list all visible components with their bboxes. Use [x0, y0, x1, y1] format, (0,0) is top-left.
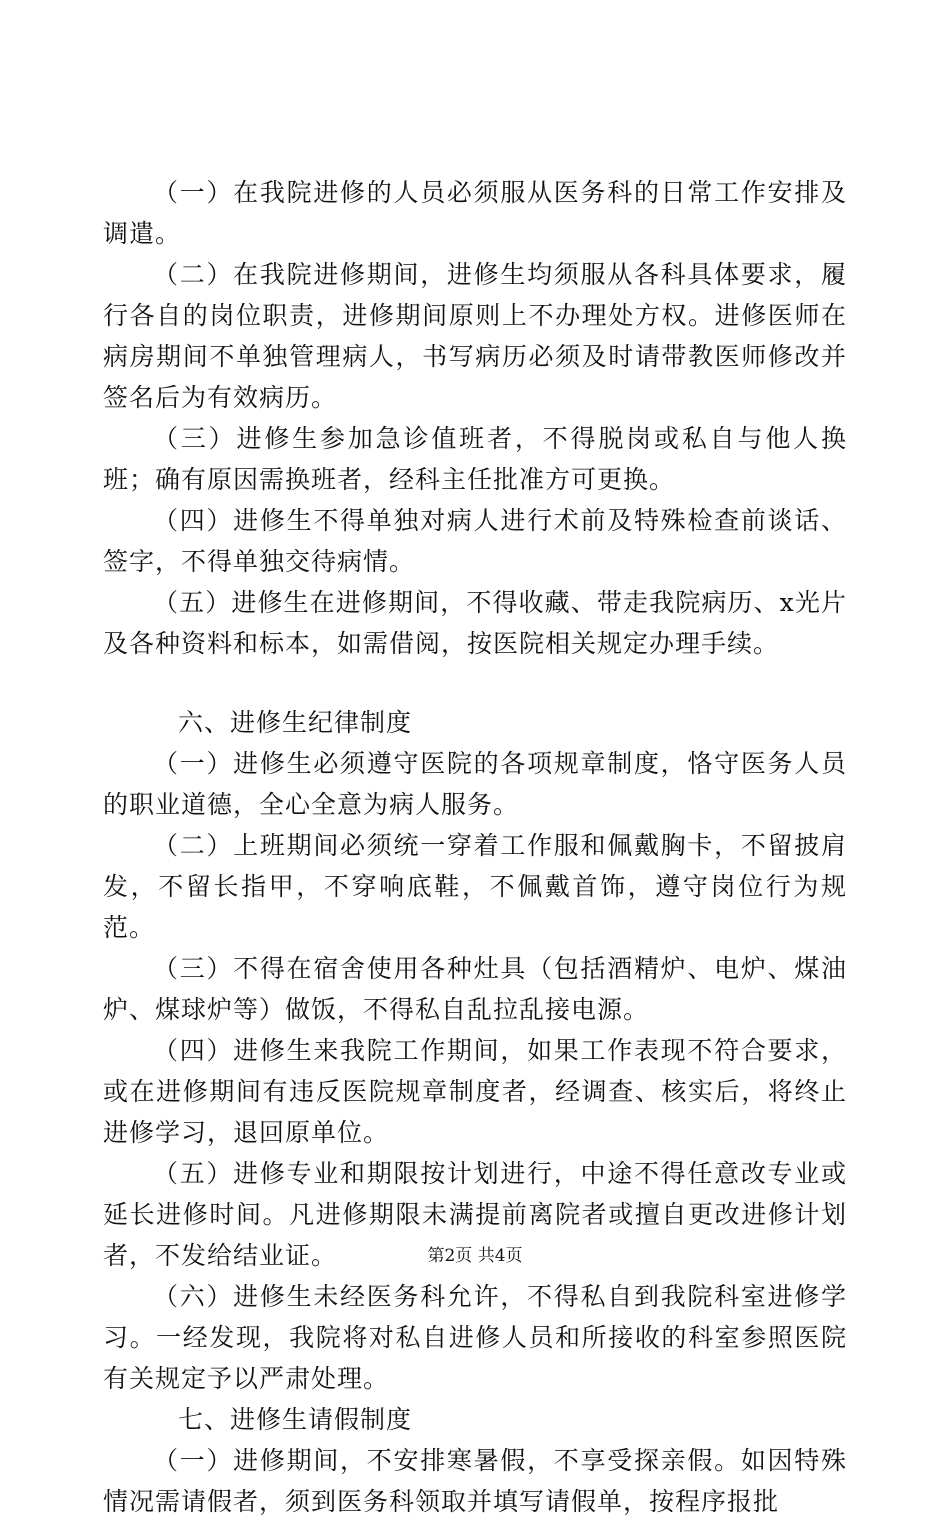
document-body [103, 172, 847, 1522]
section5-item-2: （二）在我院进修期间，进修生均须服从各科具体要求，履行各自的岗位职责，进修期间原则上不办理处方权。进修医师在病房期间不单独管理病人，书写病历必须及时请带教医师修改并签名后为有效病历。 [103, 260, 847, 412]
section5-item-1: （一）在我院进修的人员必须服从医务科的日常工作安排及调遣。 [103, 178, 847, 248]
section7-heading: 七、进修生请假制度 [178, 1405, 413, 1434]
section-spacer [103, 664, 847, 702]
section6-item-4: （四）进修生来我院工作期间，如果工作表现不符合要求，或在进修期间有违反医院规章制度者，经调查、核实后，将终止进修学习，退回原单位。 [103, 1036, 847, 1147]
section6-item-1: （一）进修生必须遵守医院的各项规章制度，恪守医务人员的职业道德，全心全意为病人服务。 [103, 749, 847, 819]
section5-item-5: （五）进修生在进修期间，不得收藏、带走我院病历、x光片及各种资料和标本，如需借阅，按医院相关规定办理手续。 [103, 588, 847, 658]
section7-item-1: （一）进修期间，不安排寒暑假，不享受探亲假。如因特殊情况需请假者，须到医务科领取并填写请假单，按程序报批 [103, 1446, 847, 1516]
page-footer: 第2页 共4页 [427, 1246, 523, 1266]
section5-item-3: （三）进修生参加急诊值班者，不得脱岗或私自与他人换班；确有原因需换班者，经科主任批准方可更换。 [103, 424, 847, 494]
section6-item-5: （五）进修专业和期限按计划进行，中途不得任意改专业或延长进修时间。凡进修期限未满提前离院者或擅自更改进修计划者，不发给结业证。 [103, 1159, 847, 1270]
section6-item-6: （六）进修生未经医务科允许，不得私自到我院科室进修学习。一经发现，我院将对私自进修人员和所接收的科室参照医院有关规定予以严肃处理。 [103, 1282, 847, 1393]
section6-item-2: （二）上班期间必须统一穿着工作服和佩戴胸卡，不留披肩发，不留长指甲，不穿响底鞋，不佩戴首饰，遵守岗位行为规范。 [103, 831, 847, 942]
section6-item-3: （三）不得在宿舍使用各种灶具（包括酒精炉、电炉、煤油炉、煤球炉等）做饭，不得私自乱拉乱接电源。 [103, 954, 847, 1024]
section5-item-4: （四）进修生不得单独对病人进行术前及特殊检查前谈话、签字，不得单独交待病情。 [103, 506, 847, 576]
section6-heading: 六、进修生纪律制度 [178, 708, 413, 737]
